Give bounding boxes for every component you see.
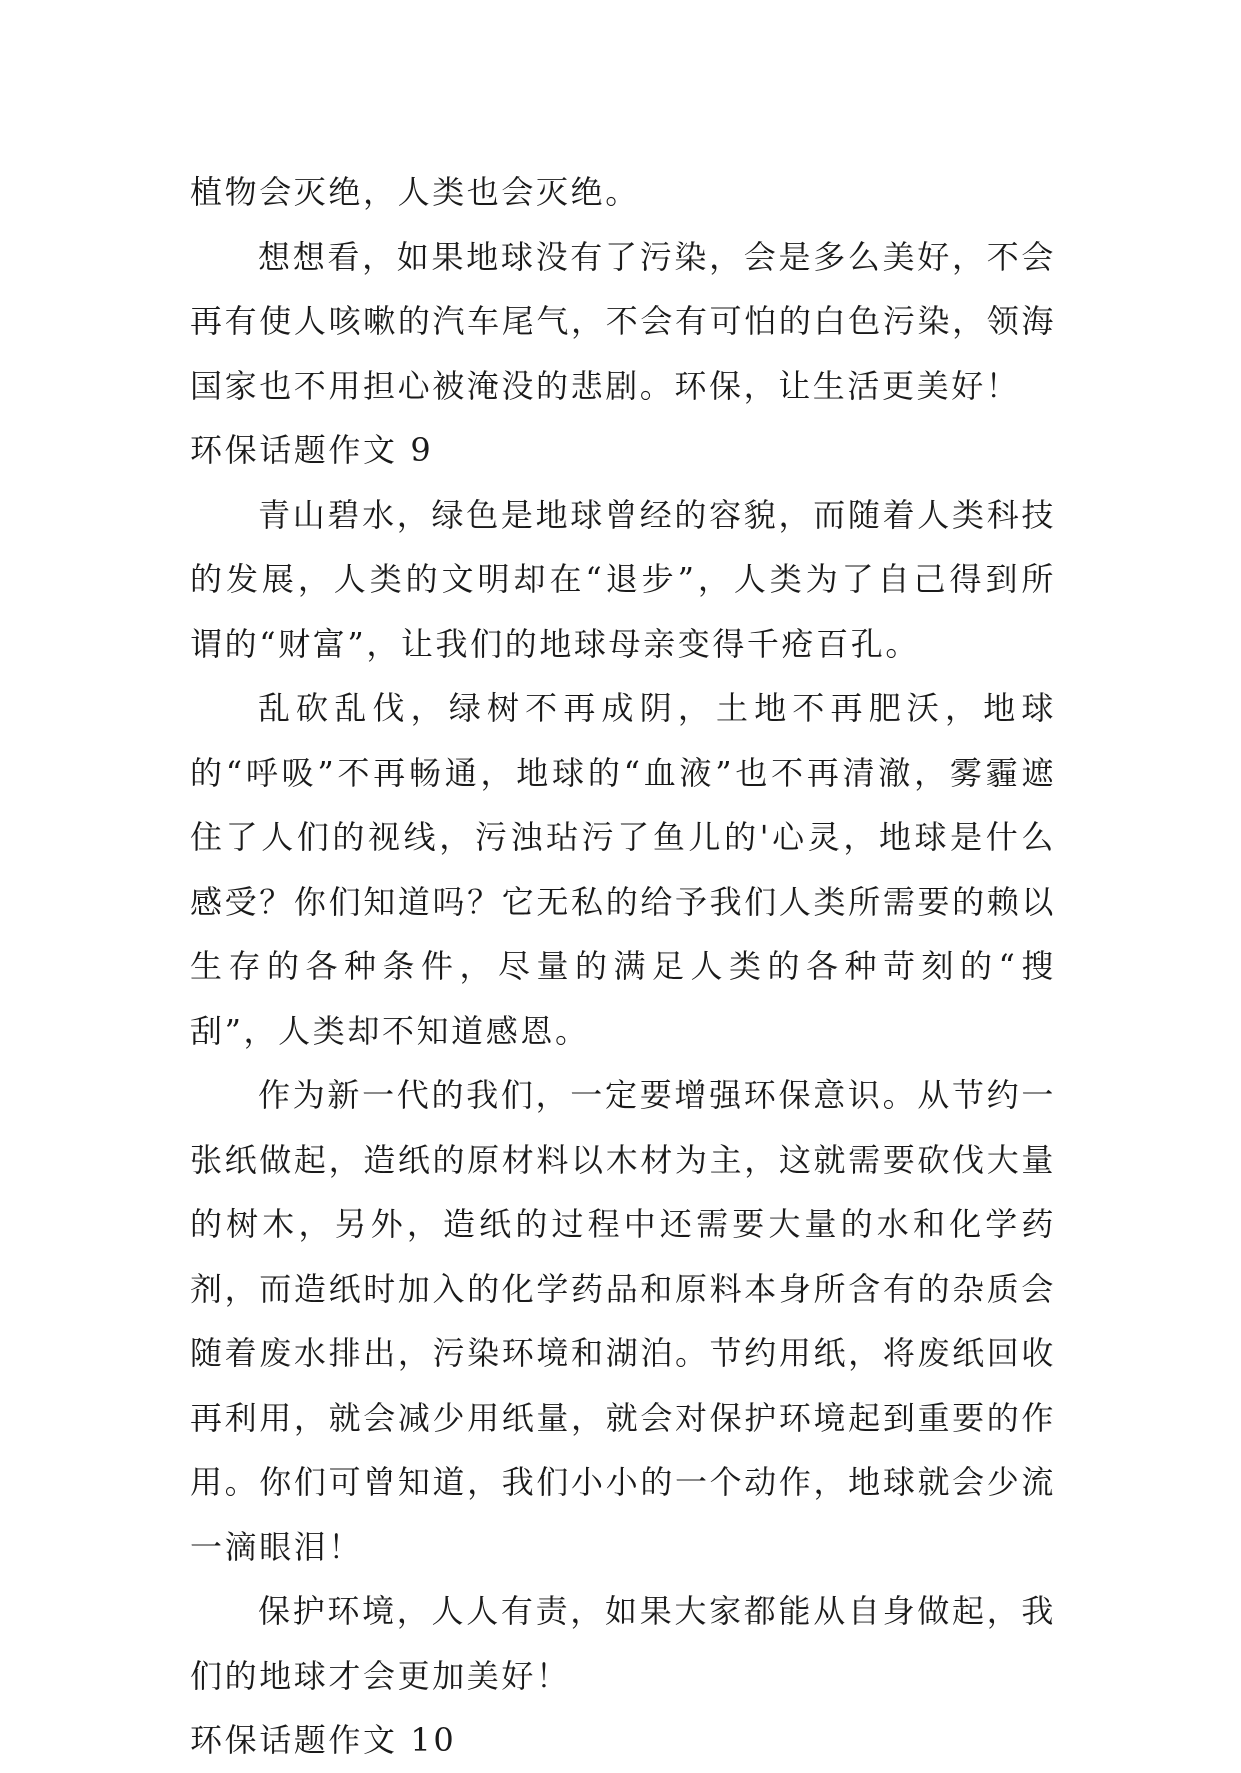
paragraph-deforestation: 乱砍乱伐，绿树不再成阴，土地不再肥沃，地球的“呼吸”不再畅通，地球的“血液”也不再清澈，雾霾遮住了人们的视线，污浊玷污了鱼儿的'心灵，地球是什么感受？你们知道吗？它无私的给予我们人类所需要的赖以生存的各种条件，尽量的满足人类的各种苛刻的“搜刮”，人类却不知道感恩。 [190,689,1056,1050]
paragraph-continuation: 植物会灭绝，人类也会灭绝。 [190,173,640,211]
essay-heading-9: 环保话题作文 9 [190,431,434,469]
paragraph-save-paper: 作为新一代的我们，一定要增强环保意识。从节约一张纸做起，造纸的原材料以木材为主，这就需要砍伐大量的树木，另外，造纸的过程中还需要大量的水和化学药剂，而造纸时加入的化学药品和原料本身所含有的杂质会随着废水排出，污染环境和湖泊。节约用纸，将废纸回收再利用，就会减少用纸量，就会对保护环境起到重要的作用。你们可曾知道，我们小小的一个动作，地球就会少流一滴眼泪！ [190,1076,1056,1566]
paragraph-responsibility: 保护环境，人人有责，如果大家都能从自身做起，我们的地球才会更加美好！ [190,1592,1056,1695]
paragraph-imagine: 想想看，如果地球没有了污染，会是多么美好，不会再有使人咳嗽的汽车尾气，不会有可怕的白色污染，领海国家也不用担心被淹没的悲剧。环保，让生活更美好！ [190,237,1056,405]
paragraph-green-mountains: 青山碧水，绿色是地球曾经的容貌，而随着人类科技的发展，人类的文明却在“退步”，人类为了自己得到所谓的“财富”，让我们的地球母亲变得千疮百孔。 [190,495,1056,663]
document-body [190,160,1056,1773]
essay-heading-10: 环保话题作文 10 [190,1721,457,1759]
